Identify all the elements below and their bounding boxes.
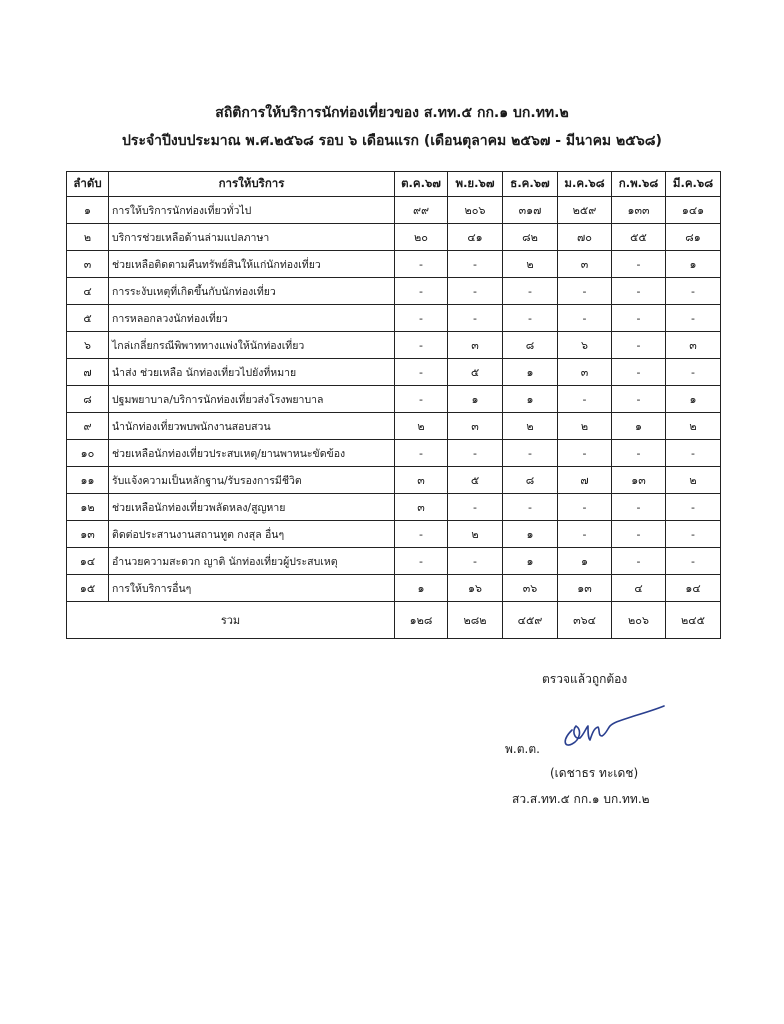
month-value-cell: ๑๓๓	[612, 197, 666, 224]
month-value-cell: -	[612, 251, 666, 278]
service-name: การหลอกลวงนักท่องเที่ยว	[109, 305, 395, 332]
month-value-cell: -	[503, 278, 558, 305]
service-name: ช่วยเหลือนักท่องเที่ยวประสบเหตุ/ยานพาหนะขัดข้อง	[109, 440, 395, 467]
month-value-cell: -	[503, 440, 558, 467]
total-value-cell: ๒๘๒	[448, 602, 503, 639]
total-value-cell: ๔๕๙	[503, 602, 558, 639]
row-number: ๑๕	[67, 575, 109, 602]
month-value-cell: ๒๐	[395, 224, 448, 251]
month-value-cell: ๒	[666, 413, 721, 440]
statistics-table	[66, 171, 721, 639]
table-row	[67, 332, 721, 359]
month-value-cell: ๔	[612, 575, 666, 602]
table-row	[67, 548, 721, 575]
month-value-cell: ๒	[448, 521, 503, 548]
header-mar-68: มี.ค.๖๘	[666, 172, 721, 197]
month-value-cell: ๑	[558, 548, 612, 575]
row-number: ๑๐	[67, 440, 109, 467]
month-value-cell: ๒๐๖	[448, 197, 503, 224]
month-value-cell: ๑	[503, 386, 558, 413]
month-value-cell: -	[558, 521, 612, 548]
month-value-cell: -	[666, 278, 721, 305]
row-number: ๑๑	[67, 467, 109, 494]
month-value-cell: -	[612, 278, 666, 305]
table-row	[67, 467, 721, 494]
service-name: นำส่ง ช่วยเหลือ นักท่องเที่ยวไปยังที่หมาย	[109, 359, 395, 386]
month-value-cell: -	[612, 440, 666, 467]
service-name: บริการช่วยเหลือด้านล่ามแปลภาษา	[109, 224, 395, 251]
month-value-cell: ๑	[503, 521, 558, 548]
month-value-cell: ๒	[558, 413, 612, 440]
header-oct-67: ต.ค.๖๗	[395, 172, 448, 197]
row-number: ๓	[67, 251, 109, 278]
table-row	[67, 251, 721, 278]
month-value-cell: -	[612, 548, 666, 575]
month-value-cell: -	[558, 278, 612, 305]
service-name: การระงับเหตุที่เกิดขึ้นกับนักท่องเที่ยว	[109, 278, 395, 305]
month-value-cell: ๑	[503, 548, 558, 575]
month-value-cell: ๕	[448, 359, 503, 386]
month-value-cell: ๘	[503, 332, 558, 359]
total-value-cell: ๒๔๕	[666, 602, 721, 639]
month-value-cell: -	[666, 548, 721, 575]
month-value-cell: ๒๕๙	[558, 197, 612, 224]
verified-text: ตรวจแล้วถูกต้อง	[542, 672, 628, 686]
month-value-cell: -	[612, 521, 666, 548]
month-value-cell: -	[395, 251, 448, 278]
table-row	[67, 359, 721, 386]
total-value-cell: ๑๒๘	[395, 602, 448, 639]
table-row	[67, 278, 721, 305]
header-jan-68: ม.ค.๖๘	[558, 172, 612, 197]
month-value-cell: ๔๑	[448, 224, 503, 251]
month-value-cell: -	[558, 305, 612, 332]
month-value-cell: ๒	[666, 467, 721, 494]
month-value-cell: -	[395, 521, 448, 548]
table-header-row	[67, 172, 721, 197]
service-name: ติดต่อประสานงานสถานทูต กงสุล อื่นๆ	[109, 521, 395, 548]
table-row	[67, 440, 721, 467]
month-value-cell: -	[558, 440, 612, 467]
month-value-cell: ๓	[448, 332, 503, 359]
month-value-cell: -	[666, 305, 721, 332]
signer-rank: พ.ต.ต.	[505, 742, 540, 756]
service-name: รับแจ้งความเป็นหลักฐาน/รับรองการมีชีวิต	[109, 467, 395, 494]
signer-position: สว.ส.ทท.๕ กก.๑ บก.ทท.๒	[512, 792, 650, 806]
signer-name: (เดชาธร ทะเดช)	[550, 766, 639, 780]
month-value-cell: ๒	[503, 413, 558, 440]
month-value-cell: ๕๕	[612, 224, 666, 251]
row-number: ๑	[67, 197, 109, 224]
month-value-cell: ๓	[558, 251, 612, 278]
month-value-cell: -	[395, 440, 448, 467]
service-name: อำนวยความสะดวก ญาติ นักท่องเที่ยวผู้ประสบเหตุ	[109, 548, 395, 575]
month-value-cell: ๘๒	[503, 224, 558, 251]
service-name: ไกล่เกลี่ยกรณีพิพาททางแพ่งให้นักท่องเที่ยว	[109, 332, 395, 359]
table-row	[67, 224, 721, 251]
month-value-cell: -	[448, 278, 503, 305]
month-value-cell: ๓	[395, 467, 448, 494]
month-value-cell: -	[666, 359, 721, 386]
total-row	[67, 602, 721, 639]
month-value-cell: ๖	[558, 332, 612, 359]
row-number: ๒	[67, 224, 109, 251]
service-name: การให้บริการนักท่องเที่ยวทั่วไป	[109, 197, 395, 224]
month-value-cell: ๑	[448, 386, 503, 413]
row-number: ๖	[67, 332, 109, 359]
month-value-cell: ๗๐	[558, 224, 612, 251]
month-value-cell: -	[395, 548, 448, 575]
month-value-cell: ๒	[503, 251, 558, 278]
month-value-cell: ๕	[448, 467, 503, 494]
month-value-cell: -	[503, 494, 558, 521]
month-value-cell: -	[448, 440, 503, 467]
month-value-cell: ๘	[503, 467, 558, 494]
table-row	[67, 413, 721, 440]
total-value-cell: ๓๖๔	[558, 602, 612, 639]
service-name: นำนักท่องเที่ยวพบพนักงานสอบสวน	[109, 413, 395, 440]
month-value-cell: ๑๔๑	[666, 197, 721, 224]
total-label: รวม	[67, 602, 395, 639]
month-value-cell: ๓๑๗	[503, 197, 558, 224]
month-value-cell: ๑	[666, 251, 721, 278]
row-number: ๑๒	[67, 494, 109, 521]
row-number: ๑๓	[67, 521, 109, 548]
total-value-cell: ๒๐๖	[612, 602, 666, 639]
month-value-cell: -	[666, 521, 721, 548]
table-row	[67, 521, 721, 548]
month-value-cell: ๑๔	[666, 575, 721, 602]
row-number: ๕	[67, 305, 109, 332]
month-value-cell: ๓๖	[503, 575, 558, 602]
month-value-cell: -	[612, 359, 666, 386]
row-number: ๗	[67, 359, 109, 386]
month-value-cell: ๓	[666, 332, 721, 359]
month-value-cell: -	[666, 440, 721, 467]
header-nov-67: พ.ย.๖๗	[448, 172, 503, 197]
month-value-cell: -	[612, 386, 666, 413]
month-value-cell: -	[666, 494, 721, 521]
header-dec-67: ธ.ค.๖๗	[503, 172, 558, 197]
month-value-cell: -	[448, 494, 503, 521]
service-name: ช่วยเหลือติดตามคืนทรัพย์สินให้แก่นักท่องเที่ยว	[109, 251, 395, 278]
document-subtitle: ประจำปีงบประมาณ พ.ศ.๒๕๖๘ รอบ ๖ เดือนแรก (เดือนตุลาคม ๒๕๖๗ - มีนาคม ๒๕๖๘)	[122, 133, 662, 149]
month-value-cell: -	[395, 359, 448, 386]
month-value-cell: -	[448, 251, 503, 278]
month-value-cell: -	[558, 386, 612, 413]
handwritten-signature	[558, 700, 668, 750]
month-value-cell: -	[395, 278, 448, 305]
header-service: การให้บริการ	[109, 172, 395, 197]
row-number: ๔	[67, 278, 109, 305]
table-row	[67, 305, 721, 332]
row-number: ๘	[67, 386, 109, 413]
month-value-cell: ๙๙	[395, 197, 448, 224]
month-value-cell: ๑๓	[558, 575, 612, 602]
table-row	[67, 575, 721, 602]
month-value-cell: -	[448, 548, 503, 575]
month-value-cell: -	[448, 305, 503, 332]
month-value-cell: ๑๓	[612, 467, 666, 494]
service-name: ปฐมพยาบาล/บริการนักท่องเที่ยวส่งโรงพยาบาล	[109, 386, 395, 413]
month-value-cell: -	[612, 332, 666, 359]
row-number: ๙	[67, 413, 109, 440]
month-value-cell: ๓	[558, 359, 612, 386]
row-number: ๑๔	[67, 548, 109, 575]
header-feb-68: ก.พ.๖๘	[612, 172, 666, 197]
service-name: ช่วยเหลือนักท่องเที่ยวพลัดหลง/สูญหาย	[109, 494, 395, 521]
table-row	[67, 197, 721, 224]
month-value-cell: -	[503, 305, 558, 332]
month-value-cell: ๑๖	[448, 575, 503, 602]
month-value-cell: -	[395, 305, 448, 332]
month-value-cell: ๑	[666, 386, 721, 413]
month-value-cell: -	[558, 494, 612, 521]
month-value-cell: ๓	[448, 413, 503, 440]
month-value-cell: ๘๑	[666, 224, 721, 251]
month-value-cell: ๒	[395, 413, 448, 440]
month-value-cell: -	[612, 305, 666, 332]
header-no: ลำดับ	[67, 172, 109, 197]
table-row	[67, 494, 721, 521]
document-title: สถิติการให้บริการนักท่องเที่ยวของ ส.ทท.๕ กก.๑ บก.ทท.๒	[215, 105, 569, 121]
month-value-cell: -	[395, 332, 448, 359]
month-value-cell: -	[395, 386, 448, 413]
month-value-cell: ๑	[612, 413, 666, 440]
month-value-cell: ๑	[503, 359, 558, 386]
month-value-cell: ๗	[558, 467, 612, 494]
month-value-cell: -	[612, 494, 666, 521]
month-value-cell: ๑	[395, 575, 448, 602]
month-value-cell: ๓	[395, 494, 448, 521]
service-name: การให้บริการอื่นๆ	[109, 575, 395, 602]
table-row	[67, 386, 721, 413]
